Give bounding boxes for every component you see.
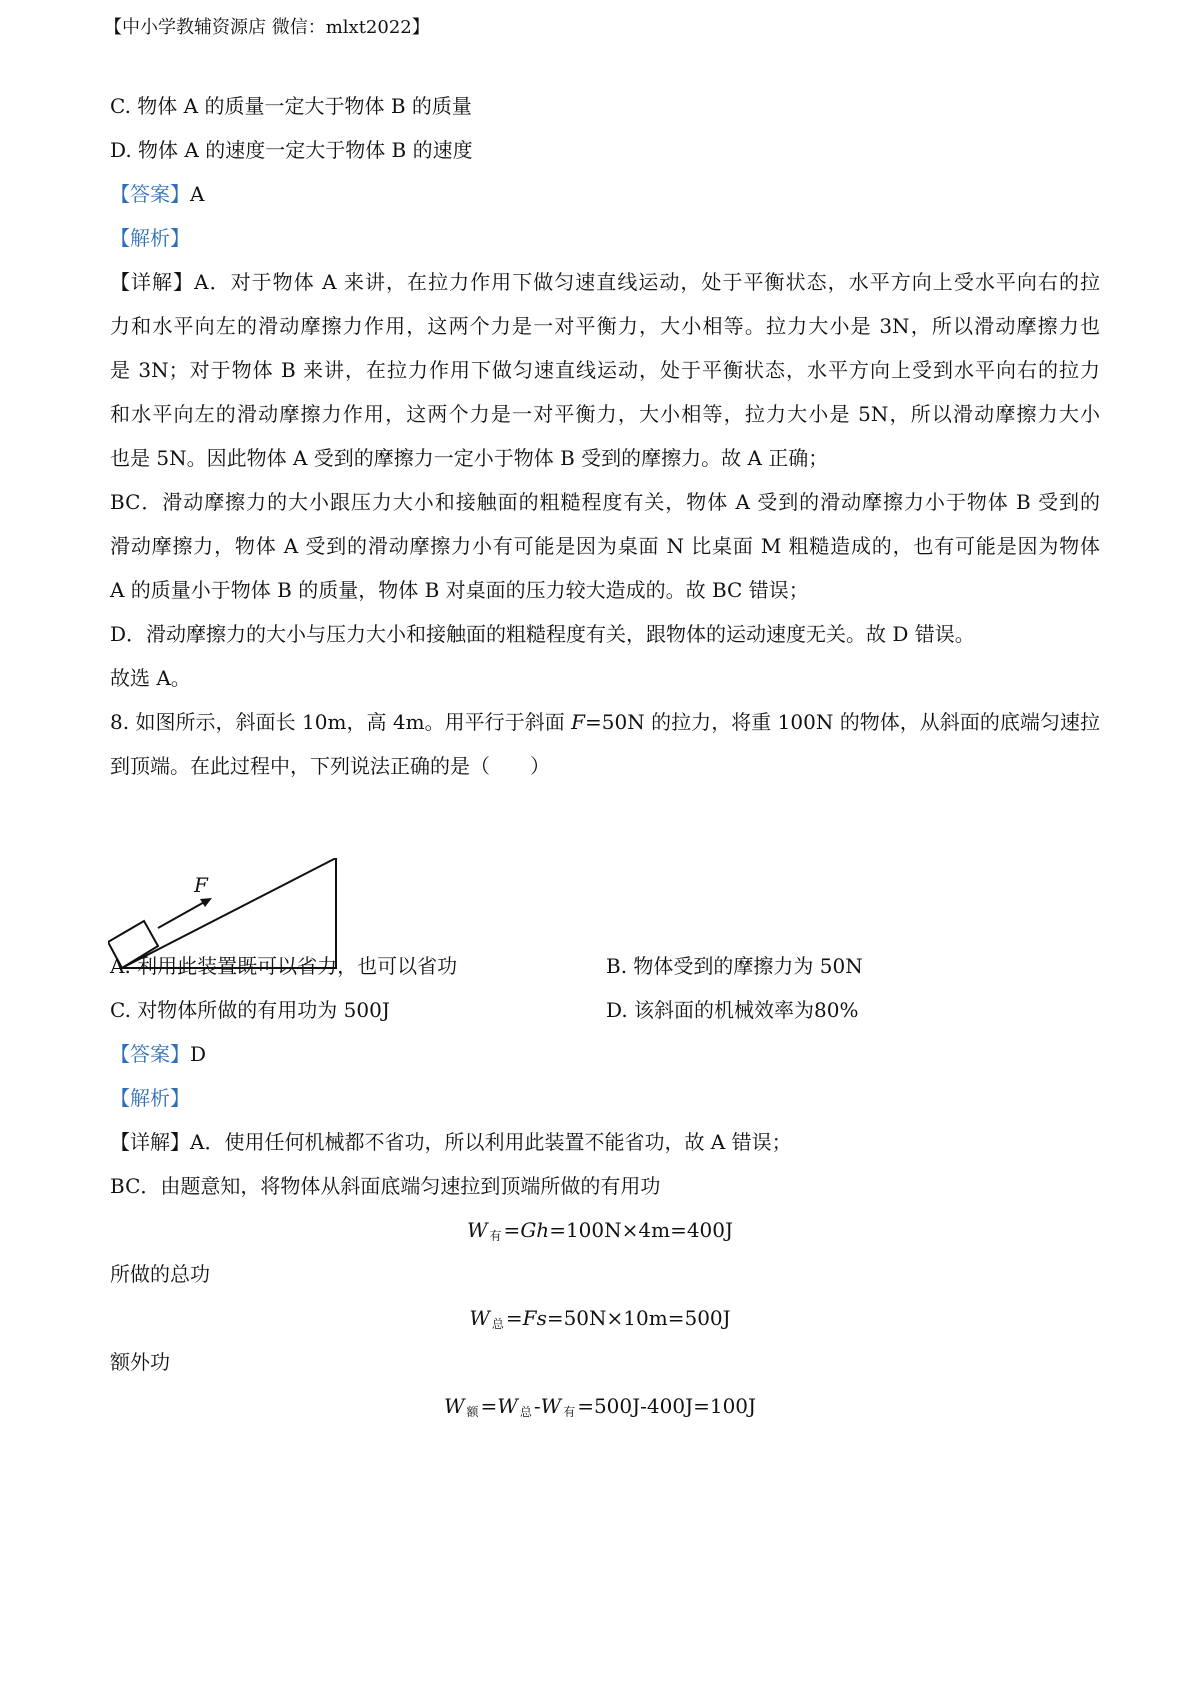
q8-detail-line: BC．由题意知，将物体从斜面底端匀速拉到顶端所做的有用功 [110,1174,661,1198]
q7-detail-line: 【详解】A．对于物体 A 来讲，在拉力作用下做匀速直线运动，处于平衡状态，水平方向上受水平向右的拉 [110,270,1100,294]
text-extra-work: 额外功 [110,1350,170,1374]
q7-detail-line: 是 3N；对于物体 B 来讲，在拉力作用下做匀速直线运动，处于平衡状态，水平方向上受到水平向右的拉力 [110,358,1100,382]
q7-answer [110,180,204,208]
equation-useful-work: W $_有$ =Gh=100N×4m=400J [466,1218,734,1243]
q8-stem-text: =50N 的拉力，将重 100N 的物体，从斜面的底端匀速拉 [585,710,1100,734]
q7-detail-line: 力和水平向左的滑动摩擦力作用，这两个力是一对平衡力，大小相等。拉力大小是 3N，所以滑动摩擦力也 [110,314,1100,338]
answer-tag: 【答案】 [110,182,190,206]
force-label: F [194,873,208,897]
q8-analysis-tag: 【解析】 [110,1086,190,1110]
q8-stem-line-2: 到顶端。在此过程中，下列说法正确的是（ ） [110,754,550,778]
q7-option-c: C. 物体 A 的质量一定大于物体 B 的质量 [110,94,472,118]
q7-analysis-tag: 【解析】 [110,226,190,250]
q8-stem-line-1 [110,708,1100,736]
q7-option-d: D. 物体 A 的速度一定大于物体 B 的速度 [110,138,473,162]
q8-option-d: D. 该斜面的机械效率为80% [606,998,859,1022]
answer-value: D [190,1042,207,1066]
q8-stem-variable: F [571,710,586,734]
q7-detail-line: BC．滑动摩擦力的大小跟压力大小和接触面的粗糙程度有关，物体 A 受到的滑动摩擦力小于物体 B 受到的 [110,490,1100,514]
q8-stem-text: 8. 如图所示，斜面长 10m，高 4m。用平行于斜面 [110,710,572,734]
q8-answer [110,1040,206,1068]
text-total-work: 所做的总功 [110,1262,210,1286]
q7-detail-line: 和水平向左的滑动摩擦力作用，这两个力是一对平衡力，大小相等，拉力大小是 5N，所以滑动摩擦力大小 [110,402,1100,426]
q7-detail-line: D．滑动摩擦力的大小与压力大小和接触面的粗糙程度有关，跟物体的运动速度无关。故 D 错误。 [110,622,975,646]
q7-detail-line: 也是 5N。因此物体 A 受到的摩擦力一定小于物体 B 受到的摩擦力。故 A 正确； [110,446,829,470]
force-arrow-shaft [158,900,208,928]
page-header: 【中小学教辅资源店 微信：mlxt2022】 [104,17,430,38]
equation-extra-work: W $_额$ =W $_总$ -W $_有$ =500J-400J=100J [443,1394,757,1419]
q8-detail-line: 【详解】A．使用任何机械都不省功，所以利用此装置不能省功，故 A 错误； [110,1130,792,1154]
q8-option-c: C. 对物体所做的有用功为 500J [110,998,390,1022]
q8-option-a: A. 利用此装置既可以省力，也可以省功 [110,954,458,978]
q8-option-b: B. 物体受到的摩擦力为 50N [606,954,863,978]
equation-total-work: W $_总$ =Fs=50N×10m=500J [469,1306,731,1331]
q7-detail-line: A 的质量小于物体 B 的质量，物体 B 对桌面的压力较大造成的。故 BC 错误； [110,578,809,602]
q7-detail-line: 滑动摩擦力，物体 A 受到的滑动摩擦力小有可能是因为桌面 N 比桌面 M 粗糙造成的，也有可能是因为物体 [110,534,1100,558]
answer-tag: 【答案】 [110,1042,190,1066]
answer-value: A [190,182,205,206]
q7-detail-line: 故选 A。 [110,666,191,690]
